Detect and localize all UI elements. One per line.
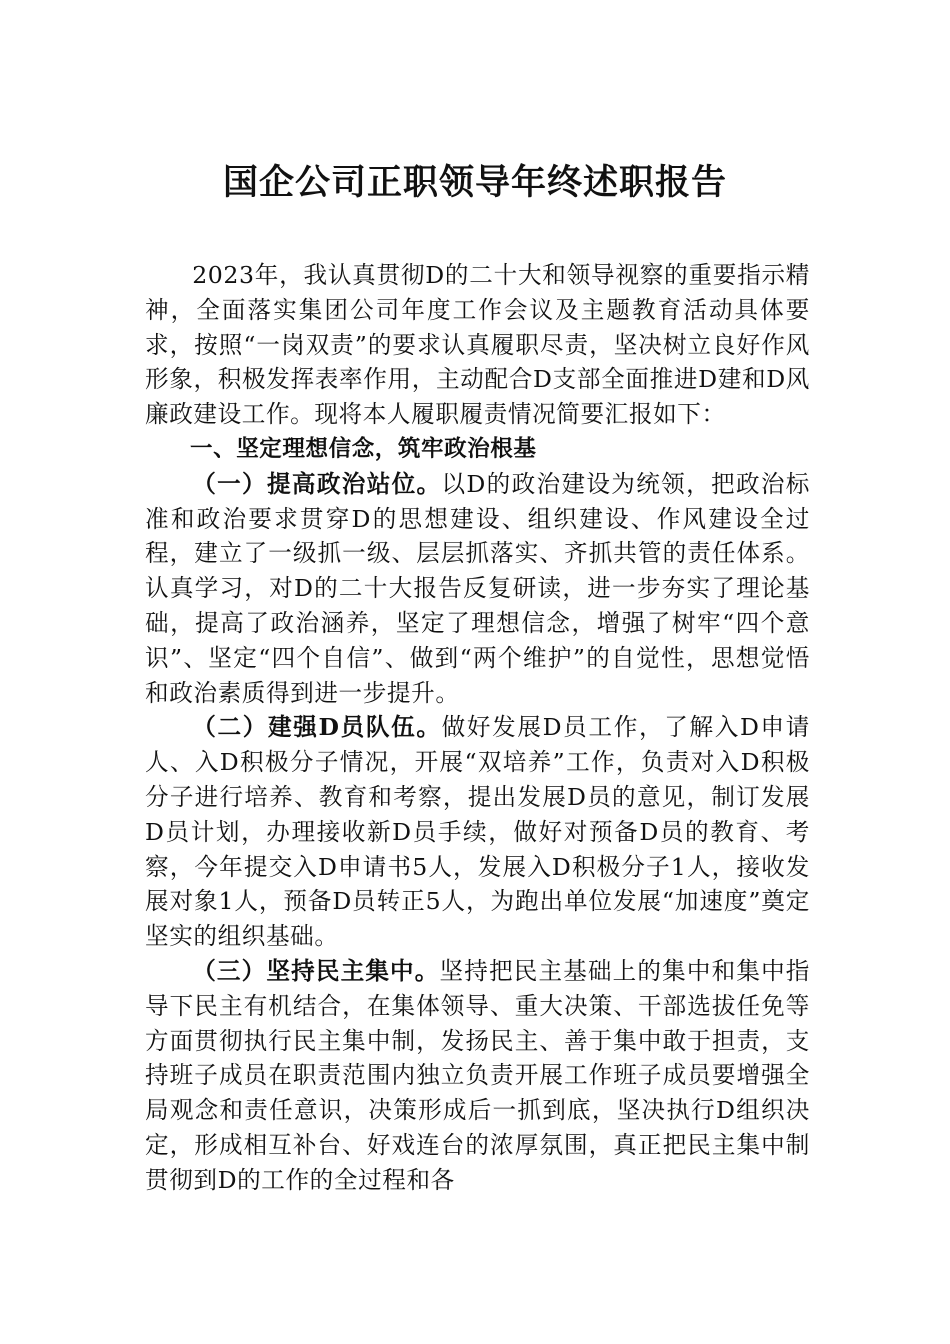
paragraph-item-3: [145, 954, 810, 1198]
document-title: 国企公司正职领导年终述职报告: [222, 162, 727, 203]
section-heading-1: 一、坚定理想信念，筑牢政治根基: [190, 435, 537, 462]
item-3-text: 坚持把民主基础上的集中和集中指导下民主有机结合，在集体领导、重大决策、干部选拔任免等方面贯彻执行民主集中制，发扬民主、善于集中敢于担责，支持班子成员在职责范围内独立负责开展工作班子成员要增强全局观念和责任意识，决策形成后一抓到底，坚决执行D组织决定，形成相互补台、好戏连台的浓厚氛围，真正把民主集中制贯彻到D的工作的全过程和各: [145, 956, 811, 1194]
paragraph-item-1: [145, 467, 810, 711]
item-3-lead: （三）坚持民主集中。: [192, 956, 440, 985]
item-1-lead: （一）提高政治站位。: [192, 469, 442, 498]
item-2-lead: （二）建强D员队伍。: [192, 713, 442, 742]
item-1-text: 以D的政治建设为统领，把政治标准和政治要求贯穿D的思想建设、组织建设、作风建设全过程，建立了一级抓一级、层层抓落实、齐抓共管的责任体系。认真学习，对D的二十大报告反复研读，进一步夯实了理论基础，提高了政治涵养，坚定了理想信念，增强了树牢“四个意识”、坚定“四个自信”、做到“两个维护”的自觉性，思想觉悟和政治素质得到进一步提升。: [145, 469, 811, 707]
document-body: [145, 258, 810, 1198]
intro-paragraph: 2023年，我认真贯彻D的二十大和领导视察的重要指示精神，全面落实集团公司年度工作会议及主题教育活动具体要求，按照“一岗双责”的要求认真履职尽责，坚决树立良好作风形象，积极发挥表率作用，主动配合D支部全面推进D建和D风廉政建设工作。现将本人履职履责情况简要汇报如下：: [145, 261, 810, 429]
paragraph-item-2: [145, 710, 810, 954]
item-2-text: 做好发展D员工作，了解入D申请人、入D积极分子情况，开展“双培养”工作，负责对入D积极分子进行培养、教育和考察，提出发展D员的意见，制订发展D员计划，办理接收新D员手续，做好对预备D员的教育、考察，今年提交入D申请书5人，发展入D积极分子1人，接收发展对象1人，预备D员转正5人，为跑出单位发展“加速度”奠定坚实的组织基础。: [145, 713, 810, 951]
